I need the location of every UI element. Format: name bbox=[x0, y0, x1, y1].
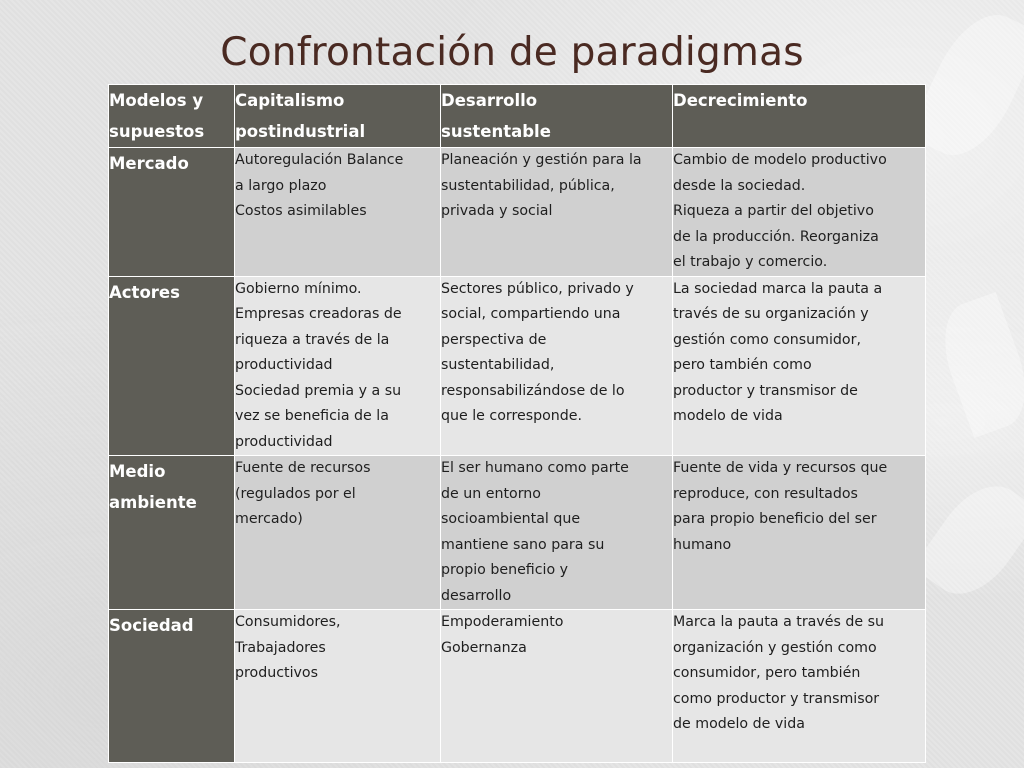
cell-text-line: Empoderamiento bbox=[441, 614, 564, 630]
table-cell bbox=[673, 276, 926, 456]
cell-text-line: Costos asimilables bbox=[235, 203, 367, 219]
cell-text-line: gestión como consumidor, bbox=[673, 331, 861, 348]
row-label: Medio bbox=[109, 462, 166, 481]
cell-text-line: reproduce, con resultados bbox=[673, 485, 858, 502]
table-row-medio-ambiente bbox=[109, 456, 926, 610]
cell-text-line: como productor y transmisor bbox=[673, 690, 880, 707]
table-cell bbox=[673, 456, 926, 610]
row-label: Mercado bbox=[109, 154, 189, 173]
cell-text-line: Marca la pauta a través de su bbox=[673, 614, 885, 630]
cell-text-line: responsabilizándose de lo bbox=[441, 382, 625, 399]
table-cell bbox=[235, 610, 441, 763]
cell-text-line: Sectores público, privado y bbox=[441, 280, 634, 297]
table-cell bbox=[235, 148, 441, 277]
row-label: Actores bbox=[109, 282, 180, 302]
header-cell-models bbox=[109, 85, 235, 148]
row-label-cell bbox=[109, 276, 235, 456]
paradigms-table bbox=[108, 84, 926, 763]
cell-text-line: Riqueza a partir del objetivo bbox=[673, 203, 874, 219]
header-cell-degrowth bbox=[673, 85, 926, 148]
cell-text-line: el trabajo y comercio. bbox=[673, 254, 828, 270]
row-label-cell bbox=[109, 148, 235, 277]
cell-text-line: Fuente de vida y recursos que bbox=[673, 460, 888, 476]
cell-text-line: de la producción. Reorganiza bbox=[673, 228, 879, 245]
cell-text-line: de modelo de vida bbox=[673, 716, 805, 732]
header-text-line: Desarrollo bbox=[441, 91, 538, 110]
row-label: ambiente bbox=[109, 493, 197, 512]
header-cell-sustainable bbox=[441, 85, 673, 148]
cell-text-line: Trabajadores bbox=[235, 639, 326, 656]
row-label-cell bbox=[109, 456, 235, 610]
cell-text-line: privada y social bbox=[441, 203, 553, 219]
cell-text-line: a largo plazo bbox=[235, 177, 327, 194]
cell-text-line: productivos bbox=[235, 665, 318, 681]
header-text-line: Decrecimiento bbox=[673, 91, 808, 110]
header-text-line: Capitalismo bbox=[235, 91, 345, 110]
cell-text-line: modelo de vida bbox=[673, 408, 783, 424]
background-leaf-decoration bbox=[930, 292, 1024, 438]
header-text-line: postindustrial bbox=[235, 122, 366, 141]
cell-text-line: pero también como bbox=[673, 357, 812, 373]
cell-text-line: Gobernanza bbox=[441, 639, 527, 656]
table-cell bbox=[673, 610, 926, 763]
cell-text-line: humano bbox=[673, 536, 732, 553]
cell-text-line: consumidor, pero también bbox=[673, 665, 861, 681]
header-text-line: sustentable bbox=[441, 122, 551, 141]
table-cell bbox=[235, 276, 441, 456]
row-label-cell bbox=[109, 610, 235, 763]
table-cell bbox=[441, 610, 673, 763]
table-row-actores bbox=[109, 276, 926, 456]
header-cell-capitalism bbox=[235, 85, 441, 148]
cell-text-line: desde la sociedad. bbox=[673, 177, 806, 194]
table-cell bbox=[235, 456, 441, 610]
cell-text-line: productividad bbox=[235, 357, 333, 373]
cell-text-line: organización y gestión como bbox=[673, 639, 877, 656]
table-cell bbox=[441, 456, 673, 610]
row-label: Sociedad bbox=[109, 616, 194, 635]
table-cell bbox=[441, 148, 673, 277]
cell-text-line: Planeación y gestión para la bbox=[441, 152, 642, 168]
table-header-row bbox=[109, 85, 926, 148]
cell-text-line: perspectiva de bbox=[441, 331, 547, 348]
cell-text-line: mercado) bbox=[235, 511, 303, 527]
table-cell bbox=[441, 276, 673, 456]
cell-text-line: de un entorno bbox=[441, 485, 541, 502]
cell-text-line: Gobierno mínimo. bbox=[235, 280, 362, 297]
cell-text-line: para propio beneficio del ser bbox=[673, 511, 877, 527]
cell-text-line: Consumidores, bbox=[235, 614, 341, 630]
header-text-line: Modelos y bbox=[109, 91, 204, 110]
cell-text-line: sustentabilidad, pública, bbox=[441, 177, 615, 194]
cell-text-line: productor y transmisor de bbox=[673, 382, 858, 399]
cell-text-line: El ser humano como parte bbox=[441, 460, 629, 476]
cell-text-line: mantiene sano para su bbox=[441, 536, 605, 553]
cell-text-line: (regulados por el bbox=[235, 485, 356, 502]
cell-text-line: productividad bbox=[235, 433, 333, 450]
slide-title: Confrontación de paradigmas bbox=[220, 30, 804, 75]
header-text-line: supuestos bbox=[109, 122, 205, 141]
table-row-mercado bbox=[109, 148, 926, 277]
cell-text-line: riqueza a través de la bbox=[235, 331, 390, 348]
cell-text-line: Cambio de modelo productivo bbox=[673, 152, 887, 168]
cell-text-line: que le corresponde. bbox=[441, 408, 583, 424]
cell-text-line: socioambiental que bbox=[441, 511, 581, 527]
cell-text-line: vez se beneficia de la bbox=[235, 408, 389, 424]
background-leaf-decoration bbox=[912, 469, 1024, 610]
cell-text-line: través de su organización y bbox=[673, 306, 869, 322]
cell-text-line: desarrollo bbox=[441, 587, 512, 604]
cell-text-line: Empresas creadoras de bbox=[235, 306, 402, 322]
cell-text-line: social, compartiendo una bbox=[441, 306, 621, 322]
cell-text-line: Autoregulación Balance bbox=[235, 152, 404, 168]
cell-text-line: Sociedad premia y a su bbox=[235, 382, 402, 399]
cell-text-line: sustentabilidad, bbox=[441, 357, 555, 373]
cell-text-line: Fuente de recursos bbox=[235, 460, 371, 476]
table-row-sociedad bbox=[109, 610, 926, 763]
cell-text-line: La sociedad marca la pauta a bbox=[673, 280, 883, 297]
cell-text-line: propio beneficio y bbox=[441, 562, 569, 578]
table-cell bbox=[673, 148, 926, 277]
